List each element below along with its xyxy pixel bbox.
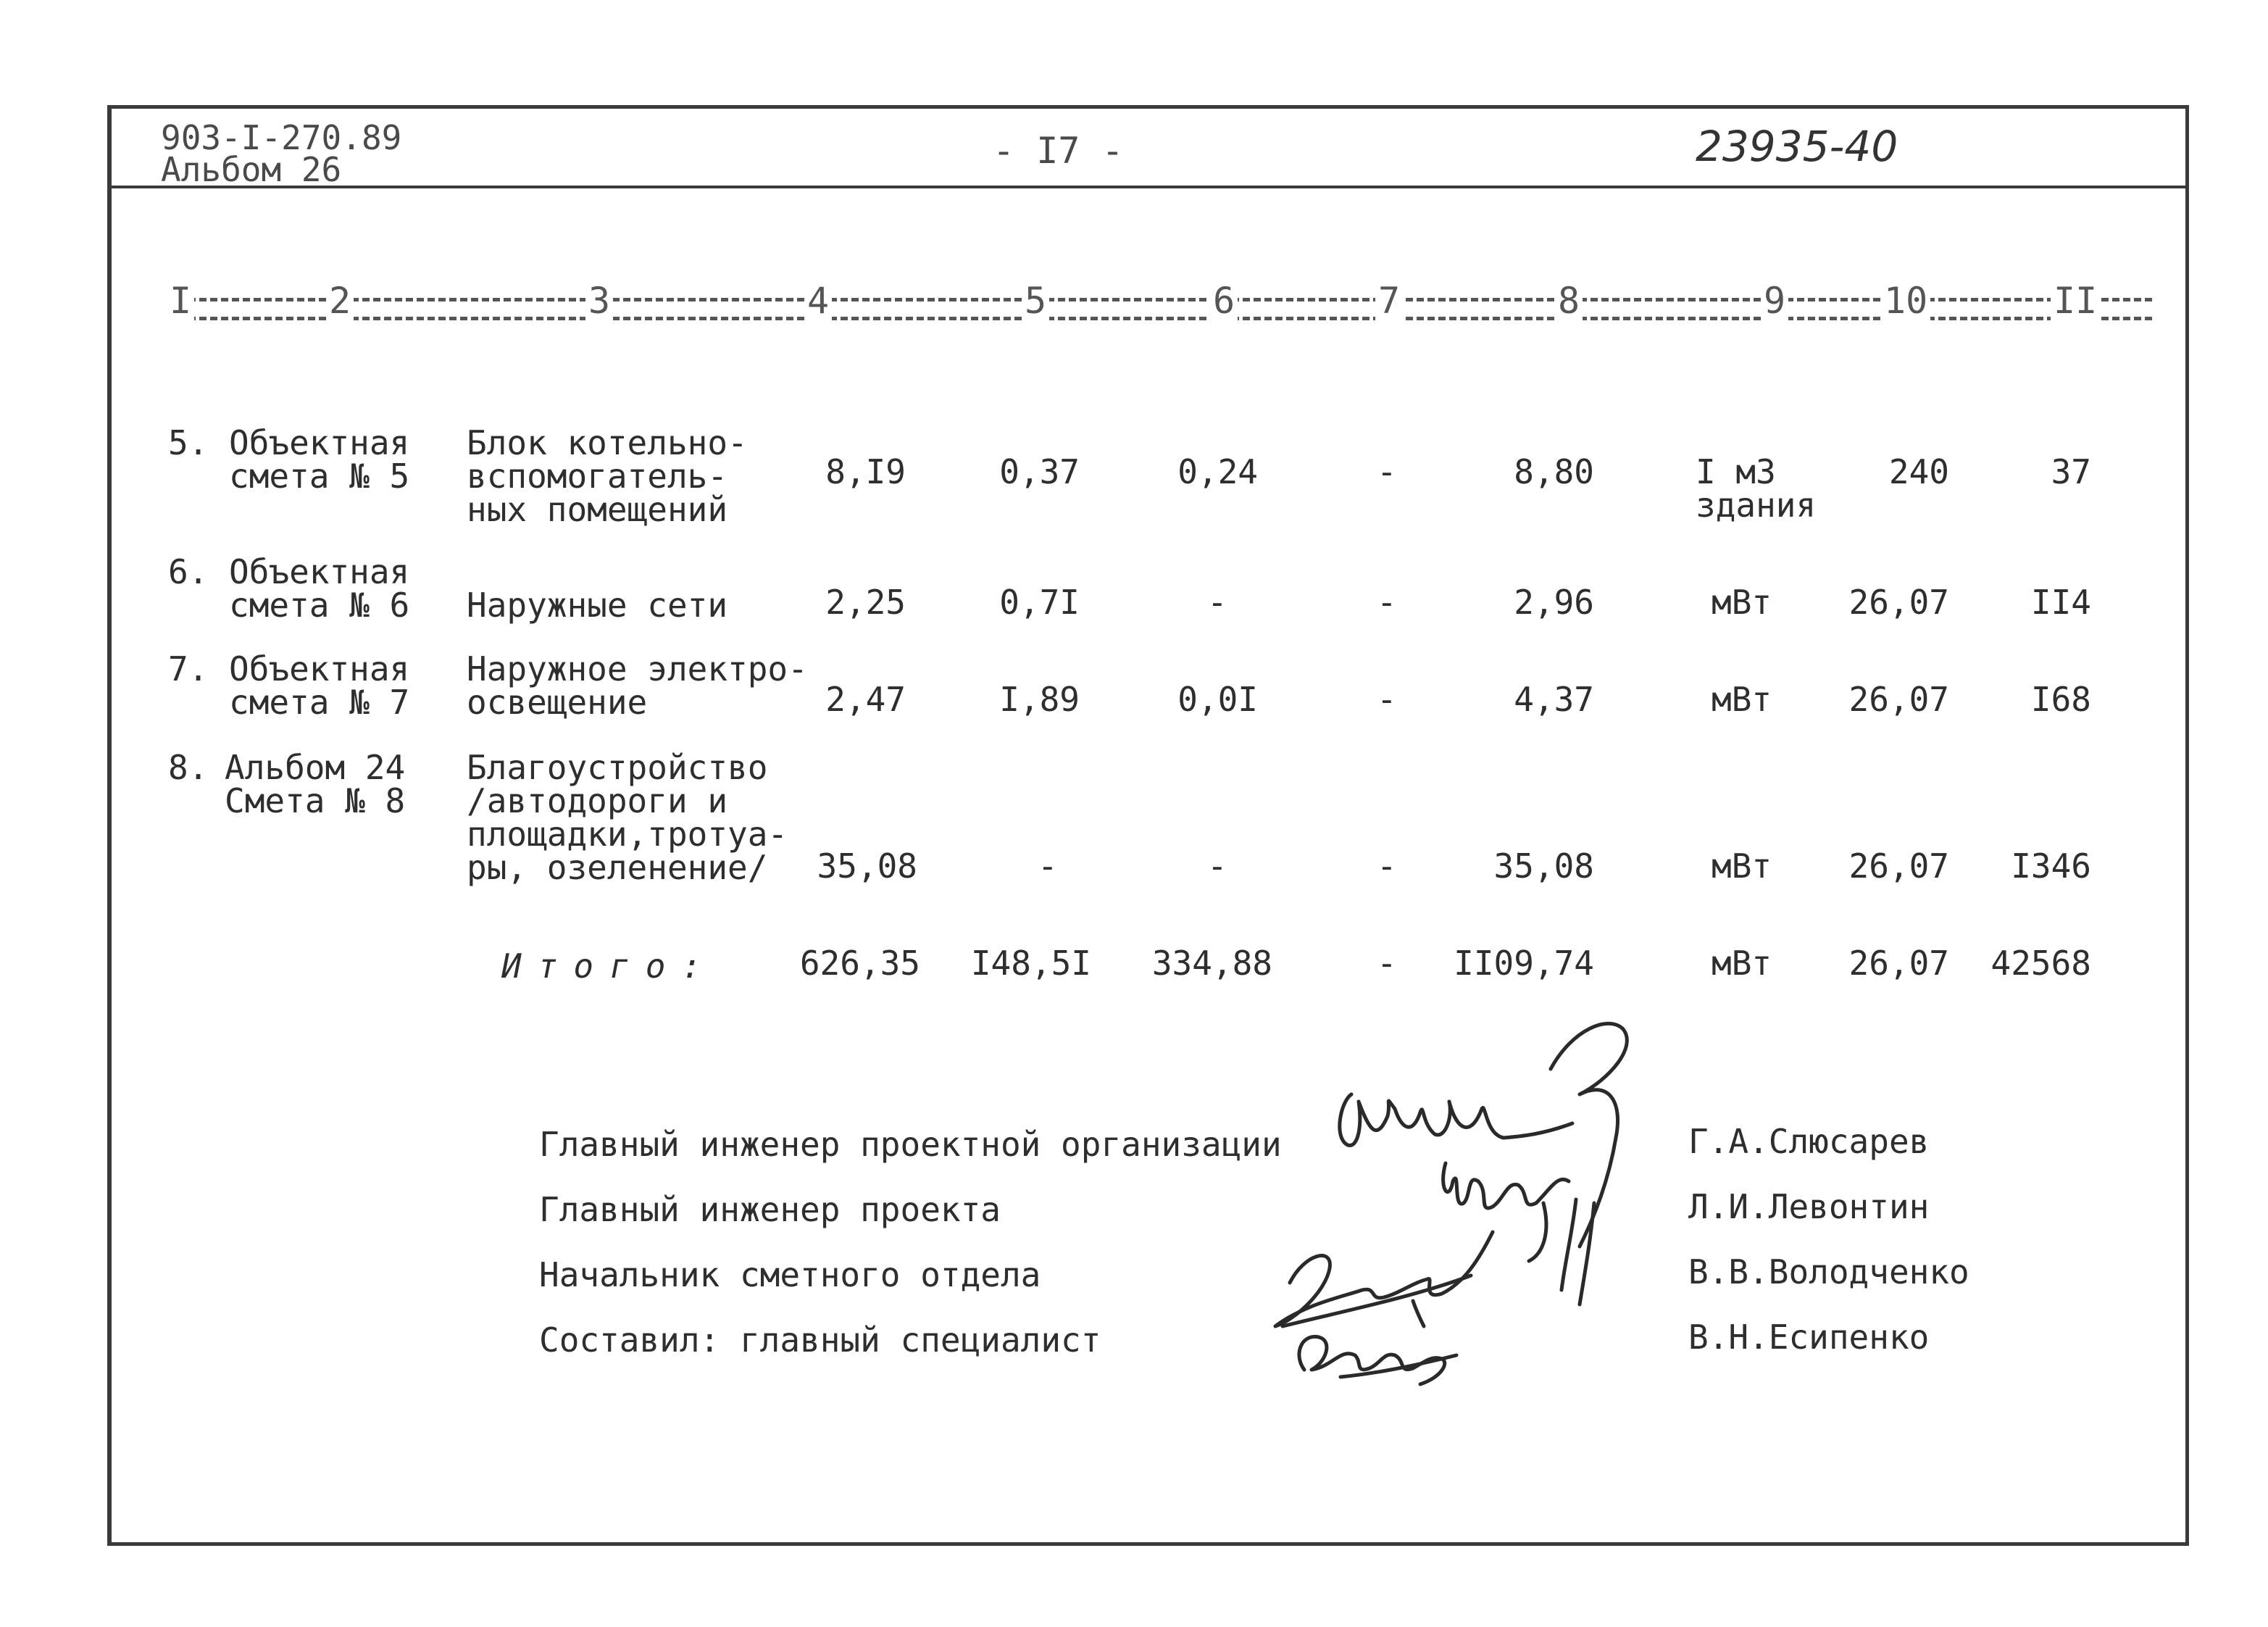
cell-col6: 0,24	[1177, 452, 1258, 491]
handwritten-number: 23935-40	[1696, 122, 1898, 171]
object-name: ных помещений	[467, 490, 728, 529]
cell-col7: -	[1377, 680, 1397, 719]
column-number: I	[167, 279, 194, 323]
cell-col9: мВт	[1712, 583, 1772, 622]
column-number: 5	[1022, 279, 1049, 323]
header-divider	[107, 186, 2187, 188]
column-number: 8	[1555, 279, 1583, 323]
cell-col7: -	[1377, 846, 1397, 886]
row-number: 8.	[168, 748, 209, 787]
cell-col10: 240	[1888, 452, 1949, 491]
total-col7: -	[1377, 944, 1397, 983]
object-name: Благоустройство	[467, 748, 768, 787]
cell-col5: 0,7I	[999, 583, 1080, 622]
signer-name: В.Н.Есипенко	[1688, 1318, 1930, 1357]
cell-col7: -	[1377, 452, 1397, 491]
estimate-ref: смета № 6	[229, 586, 410, 625]
object-name: Блок котельно-	[467, 423, 748, 462]
signer-name: Л.И.Левонтин	[1688, 1187, 1930, 1226]
estimate-ref: смета № 5	[229, 457, 410, 496]
total-col11: 42568	[1990, 944, 2091, 983]
estimate-ref: смета № 7	[229, 683, 410, 722]
column-number: 10	[1881, 279, 1930, 323]
signer-name: Г.А.Слюсарев	[1688, 1122, 1930, 1161]
handwritten-signatures	[1232, 1015, 1696, 1391]
estimate-ref: Альбом 24	[225, 748, 406, 787]
cell-col9: мВт	[1712, 680, 1772, 719]
estimate-ref: Объектная	[229, 423, 410, 462]
total-label: Итого:	[501, 946, 718, 986]
cell-col10: 26,07	[1848, 680, 1949, 719]
column-number: 2	[326, 279, 354, 323]
object-name: площадки,тротуа-	[467, 815, 788, 854]
cell-col4: 2,25	[825, 583, 906, 622]
column-number: 3	[585, 279, 613, 323]
cell-col9: мВт	[1712, 846, 1772, 886]
object-name: Наружные сети	[467, 586, 728, 625]
dashed-rule-top	[167, 298, 2152, 301]
cell-col9: I м3	[1696, 452, 1776, 491]
row-number: 5.	[168, 423, 209, 462]
signer-title: Главный инженер проектной организации	[539, 1125, 1282, 1164]
cell-col11: II4	[2030, 583, 2091, 622]
row-number: 7.	[168, 649, 209, 688]
signer-name: В.В.Володченко	[1688, 1252, 1969, 1291]
cell-col8: 4,37	[1514, 680, 1594, 719]
cell-col10: 26,07	[1848, 846, 1949, 886]
estimate-ref: Объектная	[229, 649, 410, 688]
total-col4: 626,35	[799, 944, 920, 983]
signer-title: Составил: главный специалист	[539, 1320, 1101, 1360]
cell-col4: 2,47	[825, 680, 906, 719]
dashed-rule-bottom	[167, 317, 2152, 320]
cell-col5: I,89	[999, 680, 1080, 719]
album-label: Альбом 26	[161, 150, 342, 189]
object-name: Наружное электро-	[467, 649, 808, 688]
estimate-ref: Объектная	[229, 552, 410, 591]
object-name: вспомогатель-	[467, 457, 728, 496]
estimate-ref: Смета № 8	[225, 781, 406, 820]
cell-col8: 2,96	[1514, 583, 1594, 622]
column-number: 9	[1761, 279, 1788, 323]
cell-col11: I68	[2030, 680, 2091, 719]
row-number: 6.	[168, 552, 209, 591]
cell-col4: 8,I9	[825, 452, 906, 491]
column-number: 4	[804, 279, 832, 323]
cell-col5: 0,37	[999, 452, 1080, 491]
total-col6: 334,88	[1151, 944, 1272, 983]
column-number: II	[2051, 279, 2100, 323]
cell-col8: 35,08	[1493, 846, 1594, 886]
page-number: - I7 -	[993, 130, 1124, 172]
cell-col8: 8,80	[1514, 452, 1594, 491]
object-name: ры, озеленение/	[467, 848, 768, 887]
cell-col9: здания	[1696, 486, 1817, 525]
signer-title: Главный инженер проекта	[539, 1190, 1001, 1229]
cell-col5: -	[1038, 846, 1058, 886]
signer-title: Начальник сметного отдела	[539, 1255, 1041, 1294]
cell-col6: -	[1207, 846, 1227, 886]
cell-col6: 0,0I	[1177, 680, 1258, 719]
total-col10: 26,07	[1848, 944, 1949, 983]
total-col5: I48,5I	[970, 944, 1091, 983]
cell-col6: -	[1207, 583, 1227, 622]
object-name: освещение	[467, 683, 648, 722]
column-number: 7	[1375, 279, 1403, 323]
cell-col11: I346	[2011, 846, 2091, 886]
object-name: /автодороги и	[467, 781, 728, 820]
column-numbers-row	[167, 279, 2152, 330]
cell-col4: 35,08	[817, 846, 917, 886]
cell-col7: -	[1377, 583, 1397, 622]
cell-col11: 37	[2051, 452, 2091, 491]
doc-code: 903-I-270.89	[161, 118, 402, 157]
column-number: 6	[1210, 279, 1238, 323]
total-col9: мВт	[1712, 944, 1772, 983]
total-col8: II09,74	[1454, 944, 1594, 983]
cell-col10: 26,07	[1848, 583, 1949, 622]
